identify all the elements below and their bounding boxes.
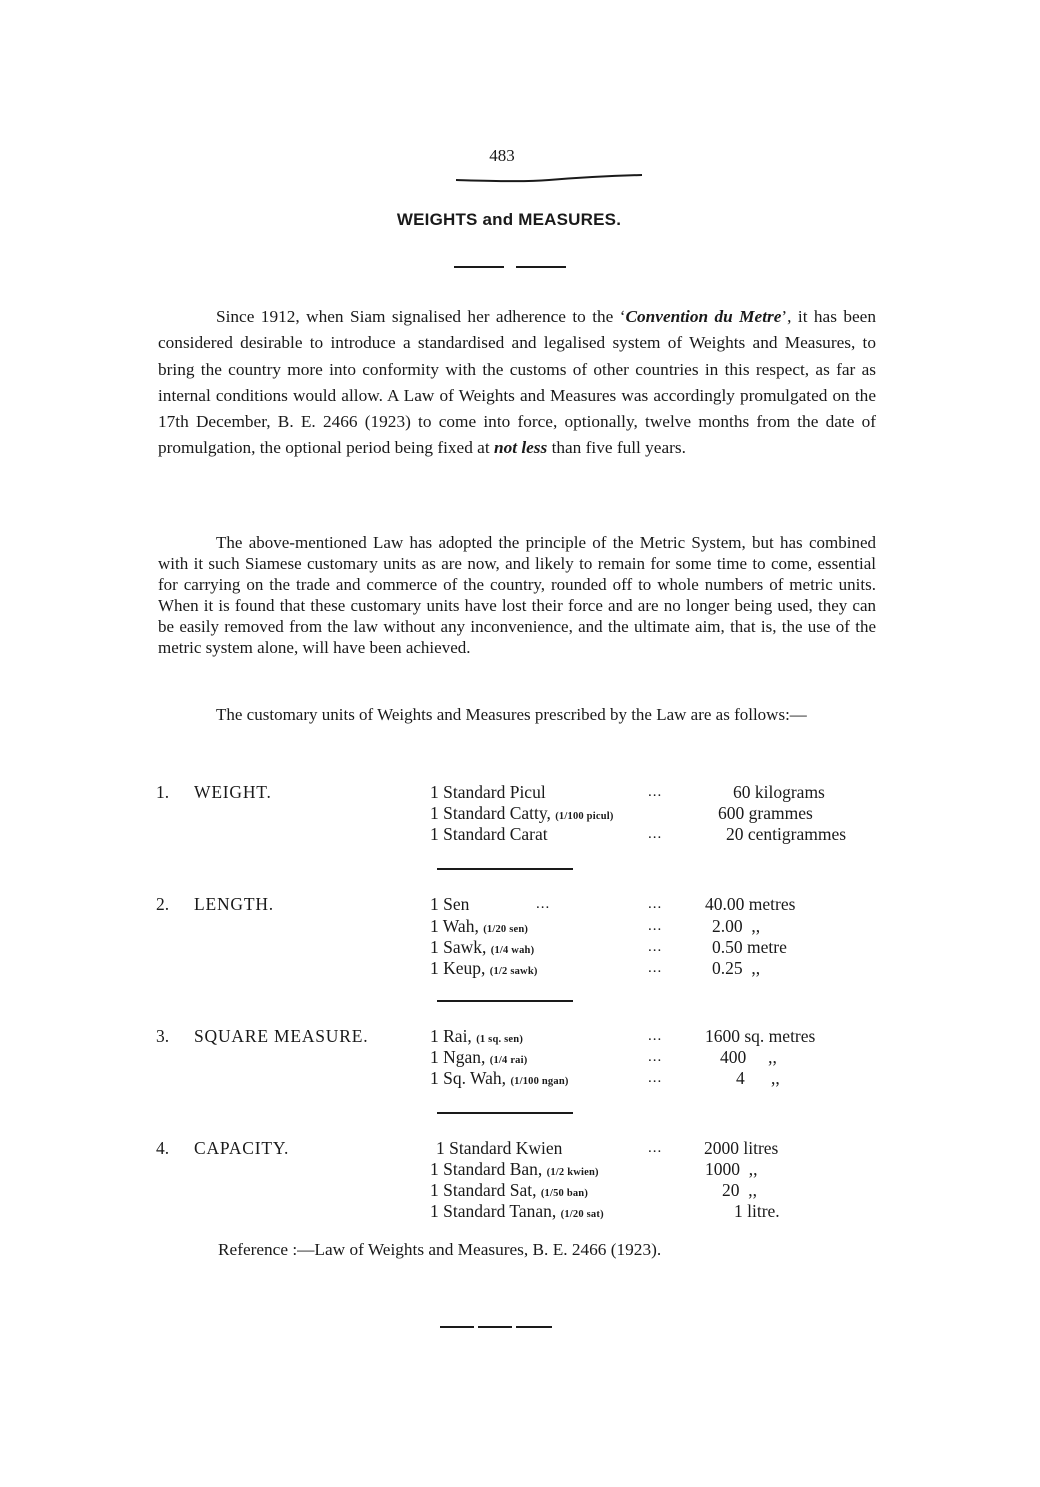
paragraph-metric-system: The above-mentioned Law has adopted the principle of the Metric System, but has combined with it such Siamese customary units as are now, and likely to remain for some time to come, essential for carrying on the trade and commerce of the country, rounded off to whole numbers of metric units. When it is found that these customary units have lost their force and are no longer being used, they can be easily removed from the law without any inconvenience, and the ultimate aim, that is, the use of the metric system alone, will have been achieved. (158, 533, 876, 657)
section-heading-weight: WEIGHT. (194, 782, 272, 802)
leader-dots: ... (648, 1140, 663, 1156)
leader-dots: ... (648, 939, 663, 955)
unit-value: 1600 sq. metres (705, 1026, 816, 1046)
section-separator (437, 1112, 573, 1114)
section-number: 1. (156, 782, 170, 802)
decorative-rule (454, 170, 644, 186)
unit-name: 1 Wah, (1/20 sen) (430, 916, 529, 936)
section-divider (454, 266, 566, 270)
section-heading-square-measure: SQUARE MEASURE. (194, 1026, 369, 1046)
leader-dots: ... (648, 826, 663, 842)
section-number: 3. (156, 1026, 170, 1046)
unit-value: 1000 ,, (705, 1159, 758, 1179)
leader-dots: ... (648, 1049, 663, 1065)
paragraph-customary-units: The customary units of Weights and Measures prescribed by the Law are as follows:— (216, 705, 807, 724)
unit-name: 1 Standard Carat (430, 824, 548, 844)
unit-value: 20 centigrammes (726, 824, 847, 844)
unit-value: 4 ,, (736, 1068, 780, 1088)
unit-value: 2.00 ,, (712, 916, 761, 936)
leader-dots: ... (648, 1028, 663, 1044)
unit-name: 1 Standard Sat, (1/50 ban) (430, 1180, 589, 1200)
unit-value: 400 ,, (720, 1047, 777, 1067)
page-title: WEIGHTS and MEASURES. (396, 210, 622, 229)
leader-dots: ... (648, 918, 663, 934)
leader-dots: ... (648, 784, 663, 800)
unit-value: 2000 litres (704, 1138, 779, 1158)
leader-dots: ... (648, 1070, 663, 1086)
unit-name: 1 Standard Picul (430, 782, 546, 802)
end-divider (440, 1326, 552, 1330)
unit-name: 1 Standard Catty, (1/100 picul) (430, 803, 614, 823)
paragraph-introduction: Since 1912, when Siam signalised her adherence to the ‘Convention du Metre’, it has been considered desirable to introduce a standardised and legalised system of Weights and Measures, to bring the country more into conformity with the customs of other countries in this respect, as far as internal conditions would allow. A Law of Weights and Measures was accordingly promulgated on the 17th December, B. E. 2466 (1923) to come into force, optionally, twelve months from the date of promulgation, the optional period being fixed at not less than five full years. (158, 307, 876, 458)
unit-name: 1 Sq. Wah, (1/100 ngan) (430, 1068, 569, 1088)
unit-value: 40.00 metres (705, 894, 796, 914)
unit-name: 1 Rai, (1 sq. sen) (430, 1026, 524, 1046)
section-number: 4. (156, 1138, 170, 1158)
unit-value: 0.25 ,, (712, 958, 761, 978)
unit-name: 1 Standard Tanan, (1/20 sat) (430, 1201, 604, 1221)
leader-dots: ... (648, 896, 663, 912)
page-number: 483 (489, 146, 515, 165)
unit-value: 1 litre. (734, 1201, 780, 1221)
reference-note: Reference :—Law of Weights and Measures, B. E. 2466 (1923). (218, 1240, 662, 1259)
section-separator (437, 868, 573, 870)
leader-dots: ... (648, 960, 663, 976)
unit-name: 1 Keup, (1/2 sawk) (430, 958, 538, 978)
unit-name: 1 Sawk, (1/4 wah) (430, 937, 535, 957)
unit-value: 20 ,, (722, 1180, 757, 1200)
unit-name: 1 Standard Kwien (436, 1138, 563, 1158)
unit-name: 1 Ngan, (1/4 rai) (430, 1047, 528, 1067)
section-heading-capacity: CAPACITY. (194, 1138, 290, 1158)
unit-name: 1 Standard Ban, (1/2 kwien) (430, 1159, 599, 1179)
unit-value: 0.50 metre (712, 937, 787, 957)
unit-value: 60 kilograms (733, 782, 825, 802)
unit-value: 600 grammes (718, 803, 813, 823)
unit-name: 1 Sen (430, 894, 470, 914)
leader-dots: ... (536, 896, 551, 912)
section-number: 2. (156, 894, 170, 914)
section-separator (437, 1000, 573, 1002)
section-heading-length: LENGTH. (194, 894, 274, 914)
